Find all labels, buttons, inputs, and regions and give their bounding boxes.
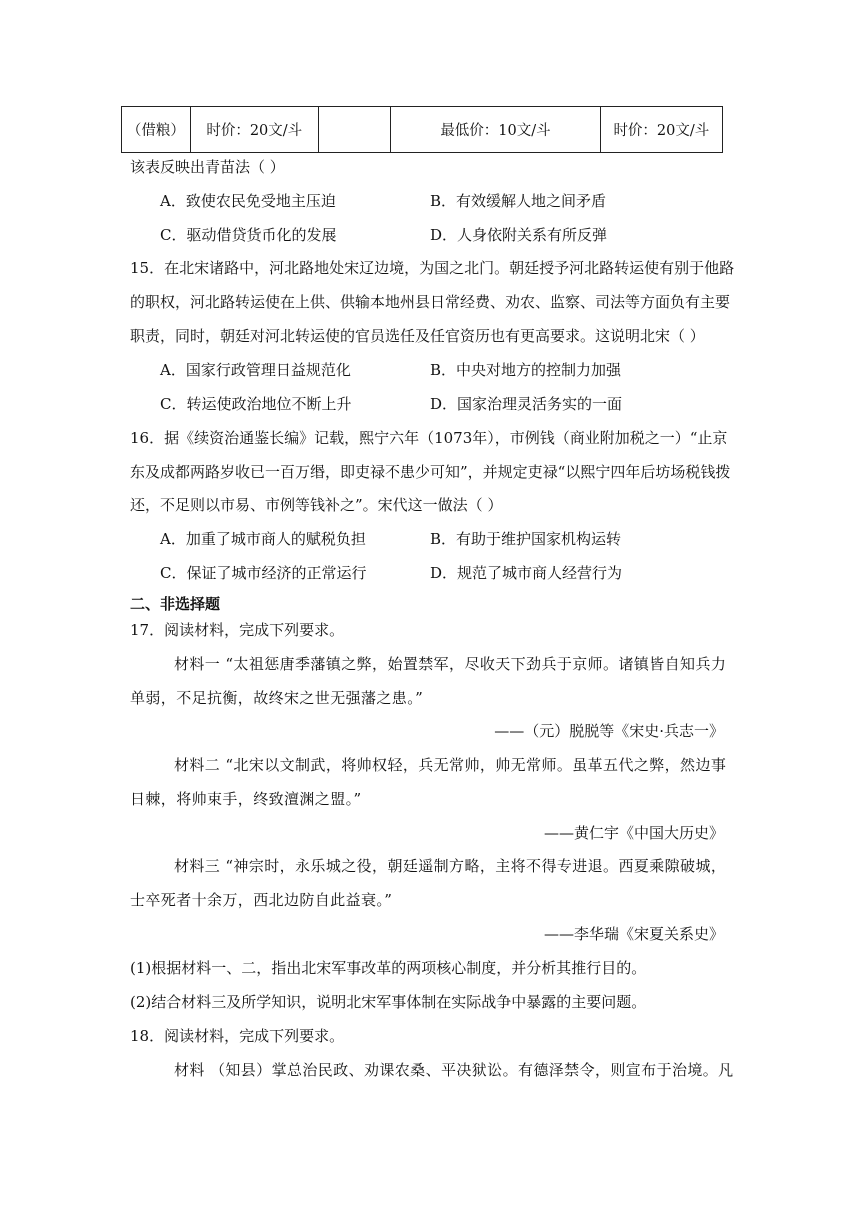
- section-heading: 二、非选择题: [130, 595, 221, 613]
- q16-line-3: 还，不足则以市易、市例等钱补之”。宋代这一做法（ ）: [130, 496, 503, 514]
- q17-material-1-source: ——（元）脱脱等《宋史·兵志一》: [494, 722, 724, 740]
- q17-material-1-line-1: 材料一 “太祖惩唐季藩镇之弊，始置禁军，尽收天下劲兵于京师。诸镇皆自知兵力: [174, 655, 727, 673]
- q15-option-b: B．中央对地方的控制力加强: [430, 361, 622, 379]
- q14-stem: 该表反映出青苗法（ ）: [130, 158, 285, 176]
- q15-option-a: A．国家行政管理日益规范化: [160, 361, 351, 379]
- table-cell: （借粮）: [122, 107, 191, 153]
- q15-line-3: 职责，同时，朝廷对河北转运使的官员选任及任官资历也有更高要求。这说明北宋（ ）: [130, 327, 705, 345]
- q15-option-c: C．转运使政治地位不断上升: [160, 395, 352, 413]
- table-cell: [318, 107, 390, 153]
- q17-material-3-line-2: 士卒死者十余万，西北边防自此益衰。”: [130, 891, 393, 909]
- q18-stem: 18．阅读材料，完成下列要求。: [130, 1027, 345, 1045]
- table-row: [122, 107, 723, 153]
- q17-material-3-line-1: 材料三 “神宗时，永乐城之役，朝廷遥制方略，主将不得专进退。西夏乘隙破城，: [174, 857, 727, 875]
- q18-material-line-1: 材料 （知县）掌总治民政、劝课农桑、平决狱讼。有德泽禁令，则宣布于治境。凡: [174, 1061, 734, 1079]
- q17-stem: 17．阅读材料，完成下列要求。: [130, 621, 345, 639]
- q16-option-c: C．保证了城市经济的正常运行: [160, 564, 367, 582]
- table-cell: 最低价：10文/斗: [391, 107, 601, 153]
- q17-material-1-line-2: 单弱，不足抗衡，故终宋之世无强藩之患。”: [130, 689, 424, 707]
- q15-option-d: D．国家治理灵活务实的一面: [430, 395, 623, 413]
- q17-material-2-source: ——黄仁宇《中国大历史》: [543, 824, 724, 842]
- q17-material-3-source: ——李华瑞《宋夏关系史》: [543, 925, 724, 943]
- q17-sub-question-2: (2)结合材料三及所学知识，说明北宋军事体制在实际战争中暴露的主要问题。: [130, 993, 647, 1011]
- q16-option-b: B．有助于维护国家机构运转: [430, 530, 622, 548]
- q15-line-2: 的职权，河北路转运使在上供、供输本地州县日常经费、劝农、监察、司法等方面负有主要: [130, 293, 731, 311]
- q14-option-c: C．驱动借贷货币化的发展: [160, 226, 337, 244]
- q17-material-2-line-2: 日棘，将帅束手，终致澶渊之盟。”: [130, 790, 362, 808]
- q17-sub-question-1: (1)根据材料一、二，指出北宋军事改革的两项核心制度，并分析其推行目的。: [130, 959, 647, 977]
- table-cell: 时价：20文/斗: [190, 107, 318, 153]
- q16-option-d: D．规范了城市商人经营行为: [430, 564, 623, 582]
- q14-option-a: A．致使农民免受地主压迫: [160, 192, 336, 210]
- table-cell: 时价：20文/斗: [600, 107, 722, 153]
- q16-line-2: 东及成都两路岁收已一百万缗，即吏禄不患少可知”，并规定吏禄“以熙宁四年后坊场税钱拨: [130, 463, 731, 481]
- q15-line-1: 15．在北宋诸路中，河北路地处宋辽边境，为国之北门。朝廷授予河北路转运使有别于他路: [130, 259, 735, 277]
- q14-option-b: B．有效缓解人地之间矛盾: [430, 192, 607, 210]
- q17-material-2-line-1: 材料二 “北宋以文制武，将帅权轻，兵无常帅，帅无常师。虽革五代之弊，然边事: [174, 756, 727, 774]
- q16-option-a: A．加重了城市商人的赋税负担: [160, 530, 366, 548]
- q16-line-1: 16．据《续资治通鉴长编》记载，熙宁六年（1073年），市例钱（商业附加税之一）“止京: [130, 429, 728, 447]
- q14-option-d: D．人身依附关系有所反弹: [430, 226, 608, 244]
- price-table: [121, 106, 723, 153]
